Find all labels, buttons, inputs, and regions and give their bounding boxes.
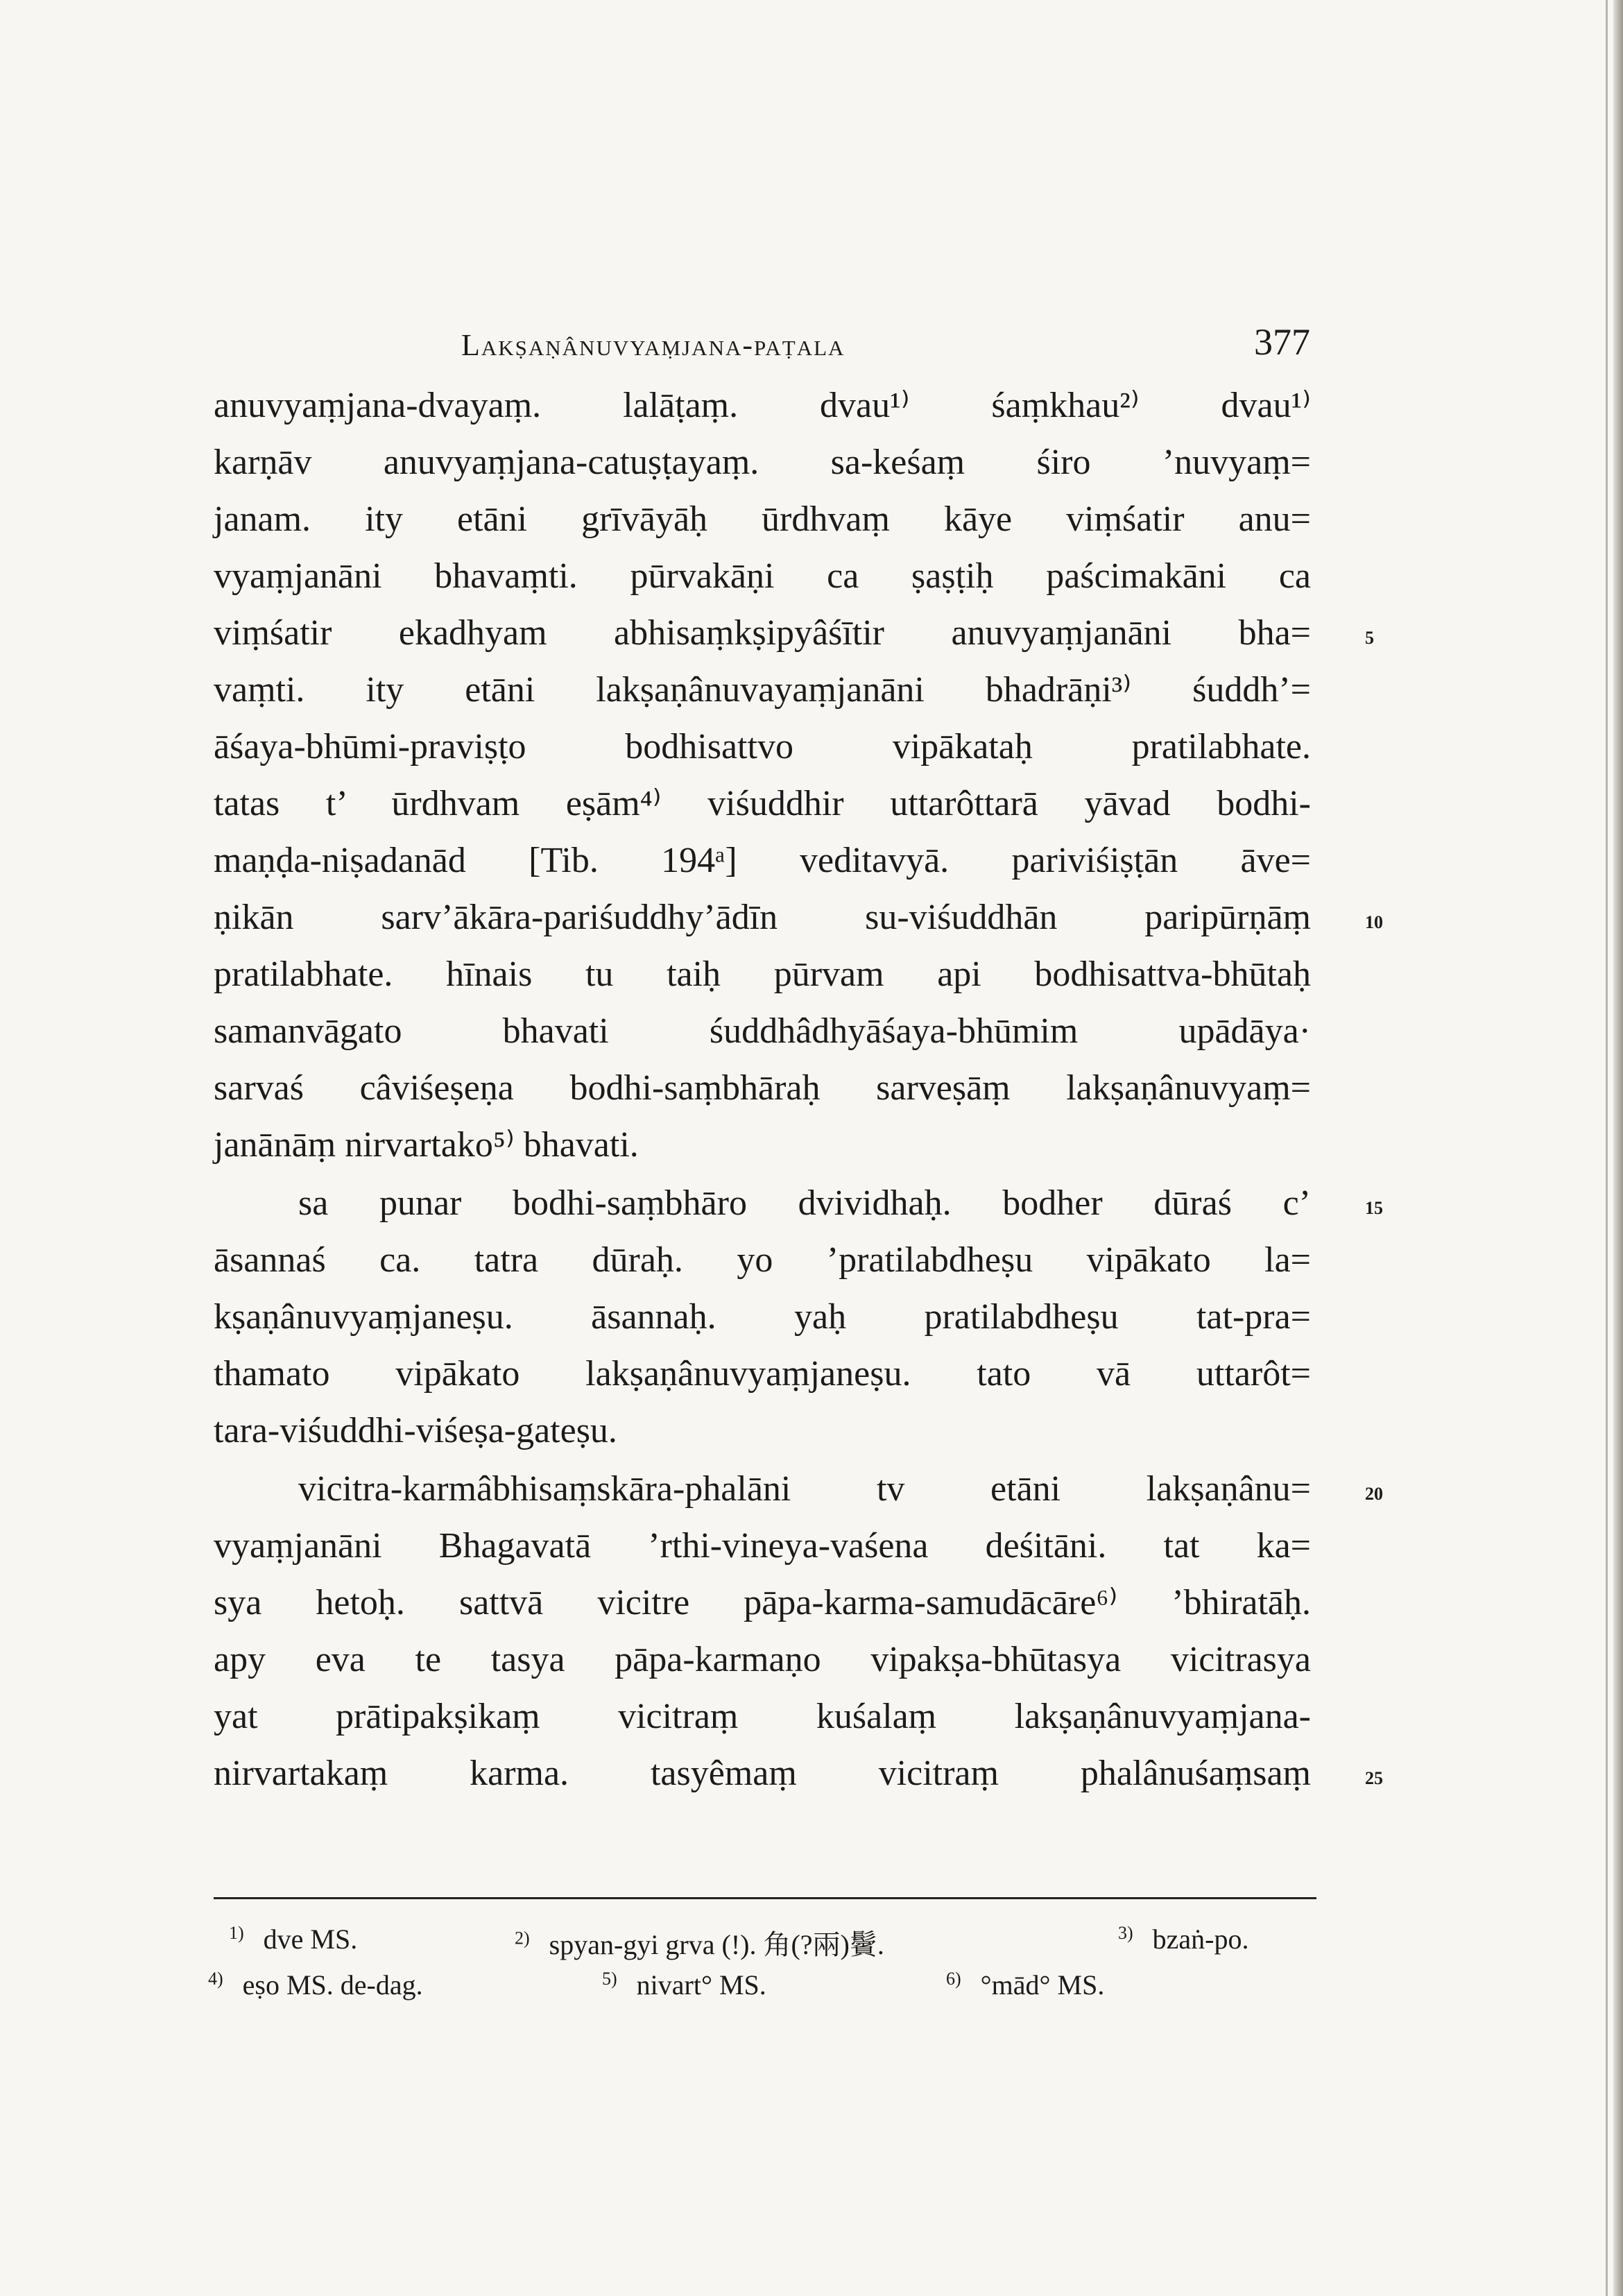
text-line: vyaṃjanāni Bhagavatā ’rthi-vineya-vaśena deśitāni. tat ka= <box>214 1526 1311 1566</box>
line-number: 25 <box>1365 1768 1383 1788</box>
page-header <box>0 320 1623 376</box>
footnote <box>208 1969 423 2001</box>
footnote-rule <box>214 1897 1316 1899</box>
text-line: vaṃti. ity etāni lakṣaṇânuvayaṃjanāni bhadrāṇi³⁾ śuddh’= <box>214 670 1311 710</box>
text-line: tara-viśuddhi-viśeṣa-gateṣu. <box>214 1411 617 1450</box>
text-line: anuvyaṃjana-dvayaṃ. lalāṭaṃ. dvau¹⁾ śaṃkhau²⁾ dvau¹⁾ <box>214 386 1311 425</box>
footnote <box>1118 1923 1249 1955</box>
text-line: viṃśatir ekadhyam abhisaṃkṣipyâśītir anuvyaṃjanāni bha= <box>214 613 1311 653</box>
footnote-mark: 3) <box>1118 1923 1133 1943</box>
footnote-mark: 1) <box>229 1923 244 1943</box>
footnote-mark: 2) <box>515 1928 530 1948</box>
text-line: janānāṃ nirvartako⁵⁾ bhavati. <box>214 1125 639 1165</box>
text-line: tatas t’ ūrdhvam eṣām⁴⁾ viśuddhir uttarôttarā yāvad bodhi- <box>214 784 1311 823</box>
text-line: janam. ity etāni grīvāyāḥ ūrdhvaṃ kāye viṃśatir anu= <box>214 499 1311 539</box>
line-number: 10 <box>1365 912 1383 932</box>
text-line: maṇḍa-niṣadanād [Tib. 194ᵃ] veditavyā. pariviśiṣṭān āve= <box>214 841 1311 880</box>
footnote-text: nivart° MS. <box>636 1969 766 2001</box>
text-line: sya hetoḥ. sattvā vicitre pāpa-karma-samudācāre⁶⁾ ’bhiratāḥ. <box>214 1583 1311 1622</box>
text-line: vyaṃjanāni bhavaṃti. pūrvakāṇi ca ṣaṣṭiḥ paścimakāni ca <box>214 556 1311 596</box>
footnote-text: eṣo MS. de-dag. <box>242 1969 423 2001</box>
footnote-mark: 5) <box>602 1969 617 1989</box>
text-line: pratilabhate. hīnais tu taiḥ pūrvam api bodhisattva-bhūtaḥ <box>214 954 1311 994</box>
text-line: āśaya-bhūmi-praviṣṭo bodhisattvo vipākataḥ pratilabhate. <box>214 727 1311 766</box>
line-number: 15 <box>1365 1198 1383 1218</box>
footnote <box>229 1923 357 1955</box>
line-number: 20 <box>1365 1484 1383 1504</box>
footnote-mark: 6) <box>946 1969 961 1989</box>
text-line: karṇāv anuvyaṃjana-catuṣṭayaṃ. sa-keśaṃ śiro ’nuvyaṃ= <box>214 443 1311 482</box>
running-head: Lakṣaṇânuvyaṃjana-paṭala <box>461 328 845 362</box>
text-line: yat prātipakṣikaṃ vicitraṃ kuśalaṃ lakṣaṇânuvyaṃjana- <box>214 1697 1311 1736</box>
text-line: āsannaś ca. tatra dūraḥ. yo ’pratilabdheṣu vipākato la= <box>214 1240 1311 1280</box>
text-line: apy eva te tasya pāpa-karmaṇo vipakṣa-bhūtasya vicitrasya <box>214 1640 1311 1679</box>
footnote-text: °mād° MS. <box>980 1969 1105 2001</box>
footnote-text: dve MS. <box>263 1924 358 1955</box>
text-line: samanvāgato bhavati śuddhâdhyāśaya-bhūmim upādāya· <box>214 1011 1311 1051</box>
text-line: thamato vipākato lakṣaṇânuvyaṃjaneṣu. tato vā uttarôt= <box>214 1354 1311 1394</box>
text-line: sarvaś câviśeṣeṇa bodhi-saṃbhāraḥ sarveṣāṃ lakṣaṇânuvyaṃ= <box>214 1068 1311 1108</box>
footnote-text: spyan-gyi grva (!). 角(?兩)鬢. <box>549 1929 884 1960</box>
footnote <box>602 1969 766 2001</box>
line-number: 5 <box>1365 628 1374 648</box>
text-line: nirvartakaṃ karma. tasyêmaṃ vicitraṃ phalânuśaṃsaṃ <box>214 1754 1311 1793</box>
footnote-mark: 4) <box>208 1969 223 1989</box>
footnote-text: bzaṅ-po. <box>1152 1924 1249 1955</box>
text-line: ṇikān sarv’ākāra-pariśuddhy’ādīn su-viśuddhān paripūrṇāṃ <box>214 898 1311 937</box>
text-line: sa punar bodhi-saṃbhāro dvividhaḥ. bodher dūraś c’ <box>298 1183 1311 1223</box>
page-number: 377 <box>1254 321 1310 363</box>
text-line: vicitra-karmâbhisaṃskāra-phalāni tv etāni lakṣaṇânu= <box>298 1469 1311 1509</box>
text-line: kṣaṇânuvyaṃjaneṣu. āsannaḥ. yaḥ pratilabdheṣu tat-pra= <box>214 1297 1311 1337</box>
footnote <box>515 1923 884 1962</box>
footnote <box>946 1969 1104 2001</box>
